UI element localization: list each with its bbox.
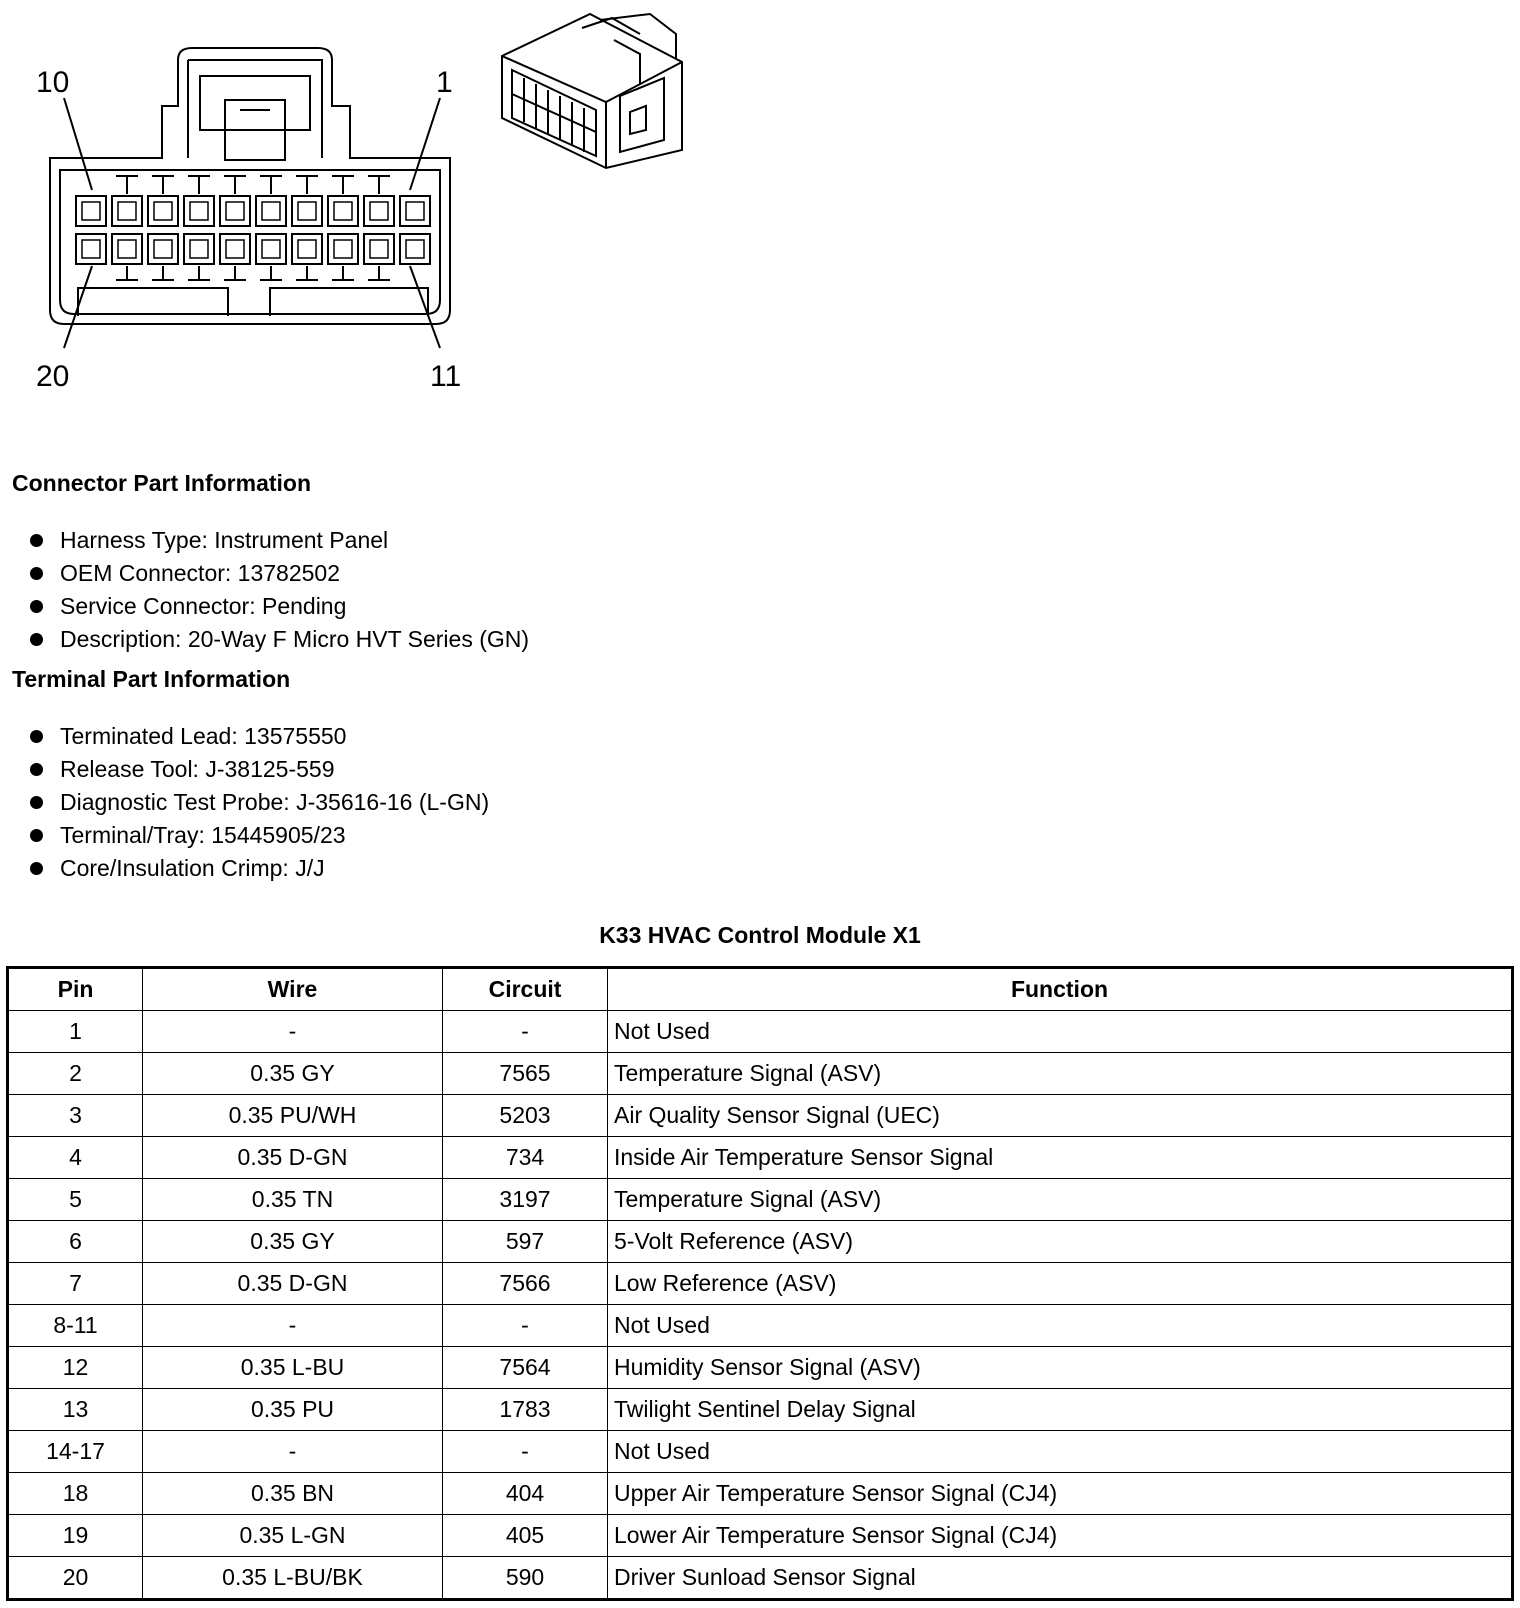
pin-label-20: 20: [36, 360, 70, 393]
list-item-text: Diagnostic Test Probe: J-35616-16 (L-GN): [60, 789, 490, 815]
cell-circuit: -: [443, 1305, 608, 1347]
cell-circuit: 7565: [443, 1053, 608, 1095]
pin-label-11: 11: [430, 360, 462, 393]
list-item: [30, 786, 489, 819]
cell-pin: 14-17: [8, 1431, 143, 1473]
cell-pin: 3: [8, 1095, 143, 1137]
table-title: K33 HVAC Control Module X1: [599, 922, 921, 948]
cell-wire: 0.35 GY: [143, 1053, 443, 1095]
cell-pin: 6: [8, 1221, 143, 1263]
cell-circuit: -: [443, 1431, 608, 1473]
list-item: [30, 623, 529, 656]
bullet-icon: [30, 534, 43, 547]
cell-function: Humidity Sensor Signal (ASV): [608, 1347, 1513, 1389]
table-row: [8, 1137, 1513, 1179]
cell-pin: 2: [8, 1053, 143, 1095]
cell-circuit: 7564: [443, 1347, 608, 1389]
list-item-text: Core/Insulation Crimp: J/J: [60, 855, 325, 881]
table-row: [8, 1557, 1513, 1600]
cell-pin: 1: [8, 1011, 143, 1053]
cell-pin: 5: [8, 1179, 143, 1221]
list-item: [30, 557, 529, 590]
table-row: [8, 1221, 1513, 1263]
connector-info-heading: Connector Part Information: [12, 470, 312, 496]
pin-label-10: 10: [36, 66, 70, 99]
list-item: [30, 590, 529, 623]
list-item: [30, 720, 489, 753]
cell-function: Driver Sunload Sensor Signal: [608, 1557, 1513, 1600]
cell-wire: -: [143, 1305, 443, 1347]
cell-pin: 18: [8, 1473, 143, 1515]
pin-table: [6, 966, 1514, 1601]
cell-function: Upper Air Temperature Sensor Signal (CJ4): [608, 1473, 1513, 1515]
cell-wire: 0.35 PU: [143, 1389, 443, 1431]
cell-circuit: 597: [443, 1221, 608, 1263]
list-item-text: Release Tool: J-38125-559: [60, 756, 335, 782]
header-wire: Wire: [143, 968, 443, 1011]
cell-pin: 20: [8, 1557, 143, 1600]
bullet-icon: [30, 633, 43, 646]
table-header-row: [8, 968, 1513, 1011]
table-row: [8, 1473, 1513, 1515]
list-item-text: Harness Type: Instrument Panel: [60, 527, 389, 553]
table-row: [8, 1389, 1513, 1431]
cell-function: Temperature Signal (ASV): [608, 1179, 1513, 1221]
list-item-text: Service Connector: Pending: [60, 593, 347, 619]
cell-circuit: 405: [443, 1515, 608, 1557]
cell-wire: 0.35 D-GN: [143, 1263, 443, 1305]
cell-circuit: 734: [443, 1137, 608, 1179]
cell-wire: 0.35 D-GN: [143, 1137, 443, 1179]
cell-wire: 0.35 TN: [143, 1179, 443, 1221]
cell-circuit: 7566: [443, 1263, 608, 1305]
terminal-info-heading: Terminal Part Information: [12, 666, 291, 692]
list-item-text: Description: 20-Way F Micro HVT Series (GN): [60, 626, 530, 652]
cell-wire: 0.35 BN: [143, 1473, 443, 1515]
cell-pin: 13: [8, 1389, 143, 1431]
cell-function: 5-Volt Reference (ASV): [608, 1221, 1513, 1263]
list-item: [30, 852, 489, 885]
cell-wire: 0.35 L-BU: [143, 1347, 443, 1389]
cell-function: Not Used: [608, 1431, 1513, 1473]
bullet-icon: [30, 567, 43, 580]
cell-circuit: 1783: [443, 1389, 608, 1431]
connector-diagram: [0, 0, 720, 410]
cell-circuit: 404: [443, 1473, 608, 1515]
table-row: [8, 1515, 1513, 1557]
table-row: [8, 1179, 1513, 1221]
bullet-icon: [30, 829, 43, 842]
cell-wire: -: [143, 1011, 443, 1053]
cell-wire: 0.35 L-BU/BK: [143, 1557, 443, 1600]
cell-function: Not Used: [608, 1011, 1513, 1053]
table-row: [8, 1095, 1513, 1137]
cell-function: Inside Air Temperature Sensor Signal: [608, 1137, 1513, 1179]
table-row: [8, 1347, 1513, 1389]
header-pin: Pin: [8, 968, 143, 1011]
cell-pin: 8-11: [8, 1305, 143, 1347]
cell-wire: -: [143, 1431, 443, 1473]
table-row: [8, 1305, 1513, 1347]
table-row: [8, 1011, 1513, 1053]
list-item: [30, 819, 489, 852]
bullet-icon: [30, 796, 43, 809]
list-item: [30, 524, 529, 557]
list-item-text: OEM Connector: 13782502: [60, 560, 341, 586]
table-row: [8, 1053, 1513, 1095]
list-item-text: Terminal/Tray: 15445905/23: [60, 822, 346, 848]
cell-circuit: -: [443, 1011, 608, 1053]
cell-function: Twilight Sentinel Delay Signal: [608, 1389, 1513, 1431]
cell-function: Lower Air Temperature Sensor Signal (CJ4): [608, 1515, 1513, 1557]
bullet-icon: [30, 600, 43, 613]
header-circuit: Circuit: [443, 968, 608, 1011]
connector-info-list: [30, 524, 529, 656]
cell-pin: 7: [8, 1263, 143, 1305]
list-item: [30, 753, 489, 786]
connector-housing: [50, 48, 450, 324]
cell-pin: 4: [8, 1137, 143, 1179]
cell-function: Low Reference (ASV): [608, 1263, 1513, 1305]
header-function: Function: [608, 968, 1513, 1011]
cell-pin: 12: [8, 1347, 143, 1389]
cell-wire: 0.35 GY: [143, 1221, 443, 1263]
connector-isometric-view: [502, 14, 682, 168]
cell-wire: 0.35 L-GN: [143, 1515, 443, 1557]
cell-function: Temperature Signal (ASV): [608, 1053, 1513, 1095]
cell-function: Not Used: [608, 1305, 1513, 1347]
cell-circuit: 3197: [443, 1179, 608, 1221]
cell-function: Air Quality Sensor Signal (UEC): [608, 1095, 1513, 1137]
pin-label-1: 1: [436, 66, 453, 99]
cell-pin: 19: [8, 1515, 143, 1557]
list-item-text: Terminated Lead: 13575550: [60, 723, 347, 749]
table-row: [8, 1263, 1513, 1305]
bullet-icon: [30, 862, 43, 875]
cell-circuit: 590: [443, 1557, 608, 1600]
cell-wire: 0.35 PU/WH: [143, 1095, 443, 1137]
bullet-icon: [30, 763, 43, 776]
table-row: [8, 1431, 1513, 1473]
cell-circuit: 5203: [443, 1095, 608, 1137]
bullet-icon: [30, 730, 43, 743]
terminal-info-list: [30, 720, 489, 885]
